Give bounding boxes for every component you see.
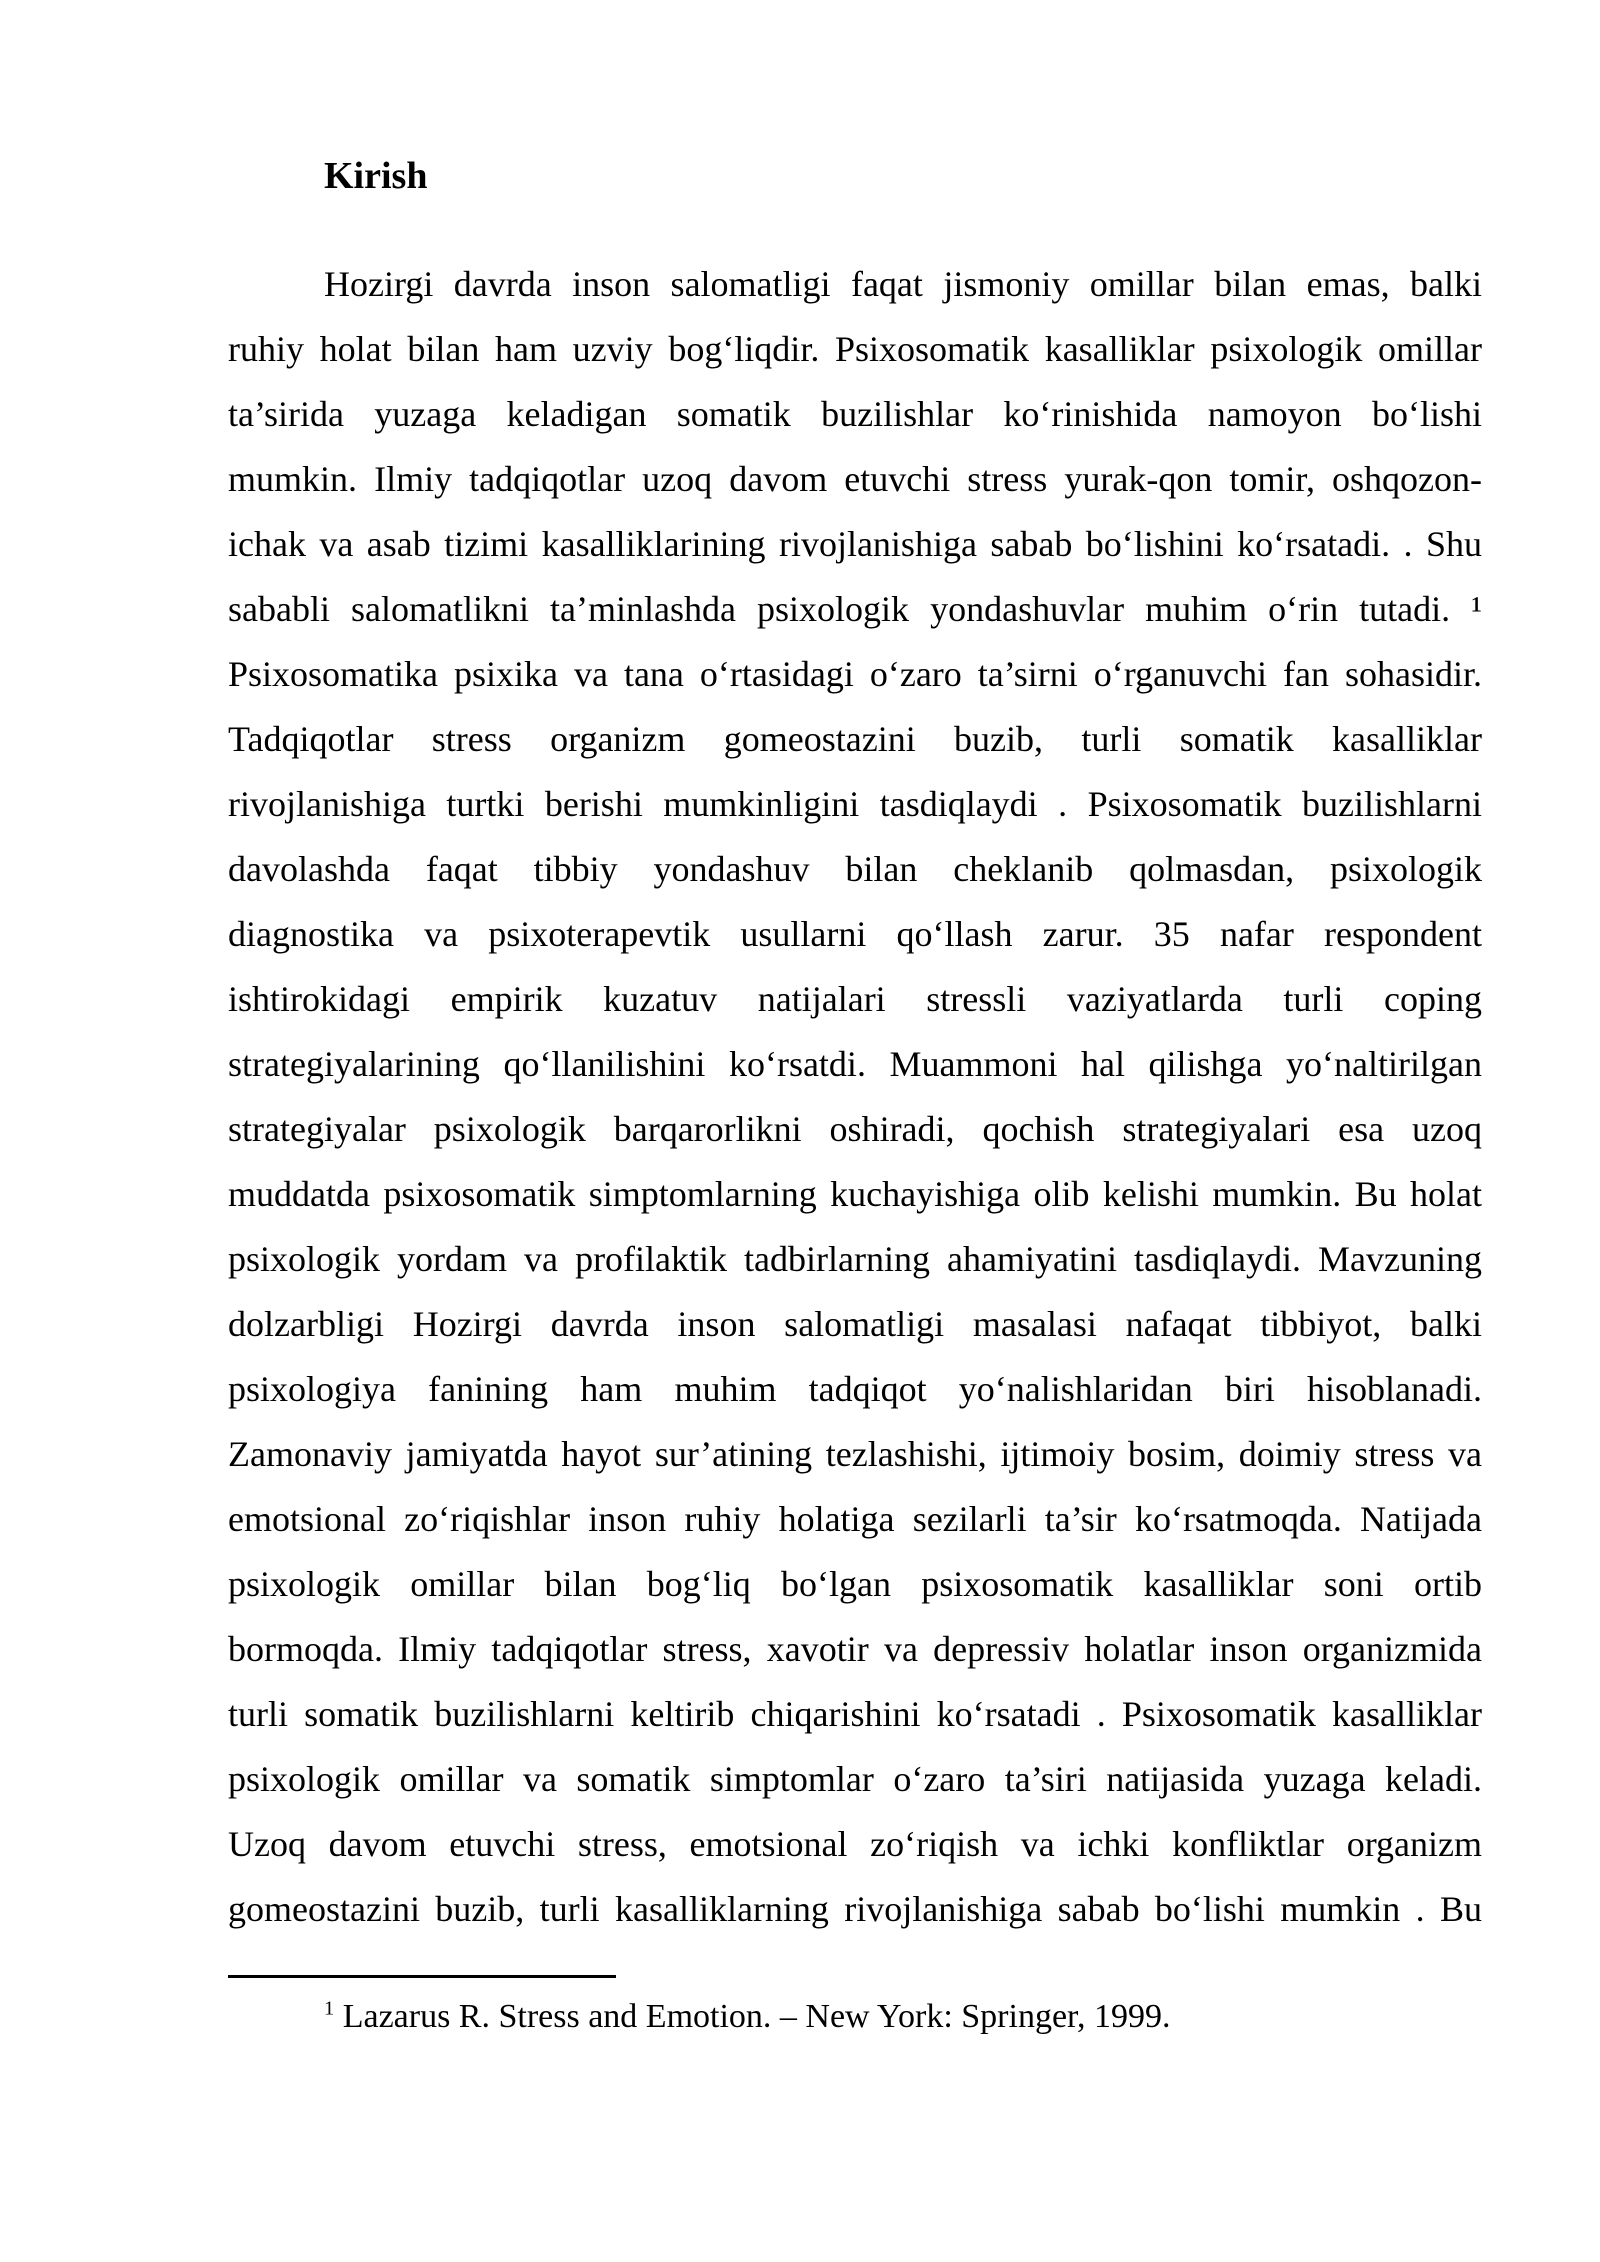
text-line: sababli salomatlikni ta’minlashda psixologik yondashuvlar muhim o‘rin tutadi. ¹ xyxy=(228,589,1482,629)
text-line: rivojlanishiga turtki berishi mumkinligini tasdiqlaydi . Psixosomatik buzilishlarni xyxy=(228,784,1482,824)
text-line: Hozirgi davrda inson salomatligi faqat jismoniy omillar bilan emas, balki xyxy=(324,264,1482,304)
footnote-marker: 1 xyxy=(324,1997,335,2020)
text-line: emotsional zo‘riqishlar inson ruhiy holatiga sezilarli ta’sir ko‘rsatmoqda. Natijada xyxy=(228,1499,1482,1539)
text-line: bormoqda. Ilmiy tadqiqotlar stress, xavotir va depressiv holatlar inson organizmida xyxy=(228,1629,1482,1669)
footnote-area xyxy=(228,1975,1482,2041)
text-line: dolzarbligi Hozirgi davrda inson salomatligi masalasi nafaqat tibbiyot, balki xyxy=(228,1304,1482,1344)
text-line: ruhiy holat bilan ham uzviy bog‘liqdir. Psixosomatik kasalliklar psixologik omillar xyxy=(228,329,1482,369)
text-line: diagnostika va psixoterapevtik usullarni qo‘llash zarur. 35 nafar respondent xyxy=(228,914,1482,954)
text-line: turli somatik buzilishlarni keltirib chiqarishini ko‘rsatadi . Psixosomatik kasalliklar xyxy=(228,1694,1482,1734)
text-line: Zamonaviy jamiyatda hayot sur’atining tezlashishi, ijtimoiy bosim, doimiy stress va xyxy=(228,1434,1482,1474)
footnote-separator xyxy=(228,1975,616,1978)
text-line: Psixosomatika psixika va tana o‘rtasidagi o‘zaro ta’sirni o‘rganuvchi fan sohasidir. xyxy=(228,654,1482,694)
text-line: Tadqiqotlar stress organizm gomeostazini buzib, turli somatik kasalliklar xyxy=(228,719,1482,759)
section-heading: Kirish xyxy=(324,155,428,197)
text-line: Uzoq davom etuvchi stress, emotsional zo‘riqish va ichki konfliktlar organizm xyxy=(228,1824,1482,1864)
text-line: strategiyalarining qo‘llanilishini ko‘rsatdi. Muammoni hal qilishga yo‘naltirilgan xyxy=(228,1044,1482,1084)
footnote-text: Lazarus R. Stress and Emotion. – New York: Springer, 1999. xyxy=(342,1998,1171,2035)
body-paragraph xyxy=(228,252,1482,1942)
text-line: psixologik yordam va profilaktik tadbirlarning ahamiyatini tasdiqlaydi. Mavzuning xyxy=(228,1239,1482,1279)
text-line: psixologik omillar bilan bog‘liq bo‘lgan psixosomatik kasalliklar soni ortib xyxy=(228,1564,1482,1604)
text-line: muddatda psixosomatik simptomlarning kuchayishiga olib kelishi mumkin. Bu holat xyxy=(228,1174,1482,1214)
text-line: psixologik omillar va somatik simptomlar o‘zaro ta’siri natijasida yuzaga keladi. xyxy=(228,1759,1482,1799)
text-line: davolashda faqat tibbiy yondashuv bilan cheklanib qolmasdan, psixologik xyxy=(228,849,1482,889)
text-line: psixologiya fanining ham muhim tadqiqot yo‘nalishlaridan biri hisoblanadi. xyxy=(228,1369,1482,1409)
text-line: ta’sirida yuzaga keladigan somatik buzilishlar ko‘rinishida namoyon bo‘lishi xyxy=(228,394,1482,434)
text-line: strategiyalar psixologik barqarorlikni oshiradi, qochish strategiyalari esa uzoq xyxy=(228,1109,1482,1149)
text-line: mumkin. Ilmiy tadqiqotlar uzoq davom etuvchi stress yurak-qon tomir, oshqozon- xyxy=(228,459,1482,499)
text-line: ichak va asab tizimi kasalliklarining rivojlanishiga sabab bo‘lishini ko‘rsatadi. . Shu xyxy=(228,524,1482,564)
text-line: ishtirokidagi empirik kuzatuv natijalari stressli vaziyatlarda turli coping xyxy=(228,979,1482,1019)
text-line: gomeostazini buzib, turli kasalliklarning rivojlanishiga sabab bo‘lishi mumkin . Bu xyxy=(228,1889,1482,1929)
footnote xyxy=(228,1993,1482,2041)
